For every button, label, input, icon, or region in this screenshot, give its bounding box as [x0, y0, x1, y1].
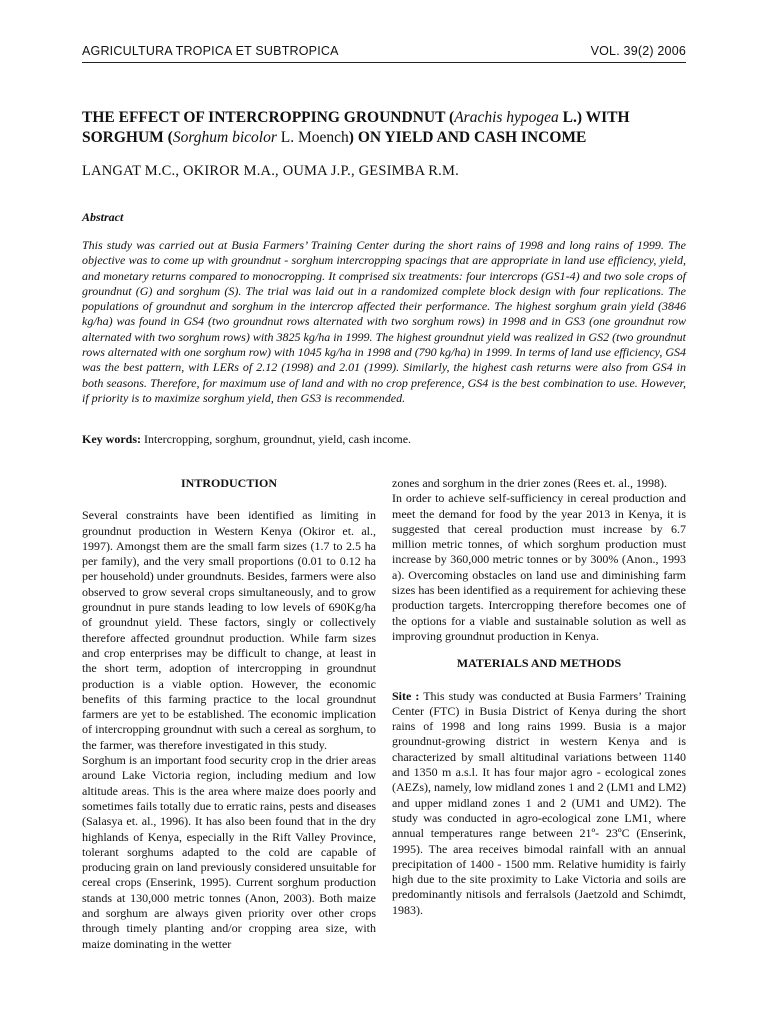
left-column	[82, 476, 376, 952]
keywords-text: Intercropping, sorghum, groundnut, yield, cash income.	[141, 432, 412, 446]
authors: LANGAT M.C., OKIROR M.A., OUMA J.P., GESIMBA R.M.	[82, 163, 459, 179]
title-species-2: Sorghum bicolor	[172, 129, 277, 146]
right-column	[392, 476, 686, 918]
keywords	[82, 432, 686, 447]
paper-title	[82, 108, 686, 148]
intro-paragraph-1: Several constraints have been identified as limiting in groundnut production in Western Kenya (Okiror et. al., 1997). Amongst them are the small farm sizes (1.7 to 2.5 ha per family), and the very small proportions (0.01 to 0.12 ha per household) under groundnuts. Besides, farmers were also observed to grow several crops simultaneously, and to grow groundnut in pure stands leading to low levels of 690Kg/ha of groundnut yield. These factors, singly or collectively therefore affected groundnut production. While farm sizes and crop enterprises may be difficult to change, at least in the short term, adoption of intercropping in groundnut production is a viable option. However, the economic benefits of this farming practice to the local groundnut farmers are yet to be established. The economic implication of intercropping groundnut with such a cereal as sorghum, to the farmer, was therefore investigated in this study.	[82, 508, 376, 752]
introduction-heading: INTRODUCTION	[180, 476, 277, 490]
journal-name: AGRICULTURA TROPICA ET SUBTROPICA	[82, 44, 339, 58]
intro-paragraph-3: zones and sorghum in the drier zones (Rees et. al., 1998).	[392, 476, 668, 490]
intro-paragraph-2: Sorghum is an important food security crop in the drier areas around Lake Victoria region, including medium and low altitude areas. This is the area where maize does poorly and sometimes fails totally due to erratic rains, pests and diseases (Salasya et. al., 1996). It has also been found that in the dry highlands of Kenya, especially in the Rift Valley Province, tolerant sorghums adapted to the cold are capable of producing grain on land previously considered unsuitable for cereal crops (Enserink, 1995). Current sorghum production stands at 130,000 metric tonnes (Anon, 2003). Both maize and sorghum are always given priority over other crops through timely planting and/or cropping area size, with maize dominating in the wetter	[82, 753, 376, 951]
volume-info: VOL. 39(2) 2006	[590, 44, 686, 58]
site-paragraph	[392, 689, 686, 918]
abstract-heading: Abstract	[82, 210, 124, 224]
intro-paragraph-4: In order to achieve self-sufficiency in cereal production and meet the demand for food by the year 2013 in Kenya, it is suggested that cereal production must increase by 6.7 million metric tonnes, of which sorghum production must increase by 360,000 metric tonnes or by 300% (Anon., 1993 a). Overcoming obstacles on land use and diminishing farm sizes has been identified as a requirement for achieving these production targets. Intercropping therefore becomes one of the options for a viable and sustainable solution as well as improving groundnut production in Kenya.	[392, 491, 686, 643]
title-species-1: Arachis hypogea	[454, 109, 559, 126]
title-part-4: ) ON YIELD AND CASH INCOME	[348, 129, 587, 146]
running-head	[82, 44, 686, 63]
abstract-text: This study was carried out at Busia Farmers’ Training Center during the short rains of 1998 and long rains of 1999. The objective was to come up with groundnut - sorghum intercropping spacings that are appropriate in land use efficiency, yield, and monetary returns compared to monocropping. It comprised six treatments: four intercrops (GS1-4) and two sole crops of groundnut (G) and sorghum (S). The trial was laid out in a randomized complete block design with four replications. The populations of groundnut and sorghum in the intercrop affected their performance. The highest sorghum grain yield (3846 kg/ha) was found in GS4 (two groundnut rows alternated with two sorghum rows) in 1998 and in GS3 (one groundnut row alternated with two sorghum rows) with 3825 kg/ha in 1999. The highest groundnut yield was realized in GS2 (two groundnut rows alternated with one sorghum row) with 1045 kg/ha in 1998 and (790 kg/ha) in 1999. In terms of land use efficiency, GS4 was the best pattern, with LERs of 2.12 (1998) and 2.01 (1999). Similarly, the highest cash returns were also from GS4 in both seasons. Therefore, for maximum use of land and with no crop preference, GS4 is the best combination to use. However, if priority is to maximize sorghum yield, then GS3 is recommended.	[82, 238, 686, 405]
methods-heading: MATERIALS AND METHODS	[456, 656, 622, 671]
keywords-label: Key words:	[82, 432, 141, 446]
site-label: Site :	[392, 688, 420, 703]
site-text: This study was conducted at Busia Farmers’ Training Center (FTC) in Busia District of Kenya during the short rains of 1998 and long rains 1999. Busia is a major groundnut-growing district in western Kenya and is characterized by small altitudinal variations between 1140 and 1350 m a.s.l. It has four major agro - ecological zones (AEZs), namely, low midland zones 1 and 2 (LM1 and LM2) and upper midland zones 1 and 2 (UM1 and UM2). The study was conducted in agro-ecological zone LM1, where annual temperatures range between 21º- 23ºC (Enserink, 1995). The area receives bimodal rainfall with an annual precipitation of 1400 - 1500 mm. Relative humidity is fairly high due to the site proximity to Lake Victoria and soils are predominantly nitisols and ferralsols (Jaetzold and Schimdt, 1983).	[392, 688, 687, 917]
title-part-1: THE EFFECT OF INTERCROPPING GROUNDNUT (	[82, 109, 455, 126]
title-part-2: L.) WITH SORGHUM (	[82, 109, 630, 146]
title-part-3: L. Moench	[276, 129, 349, 146]
